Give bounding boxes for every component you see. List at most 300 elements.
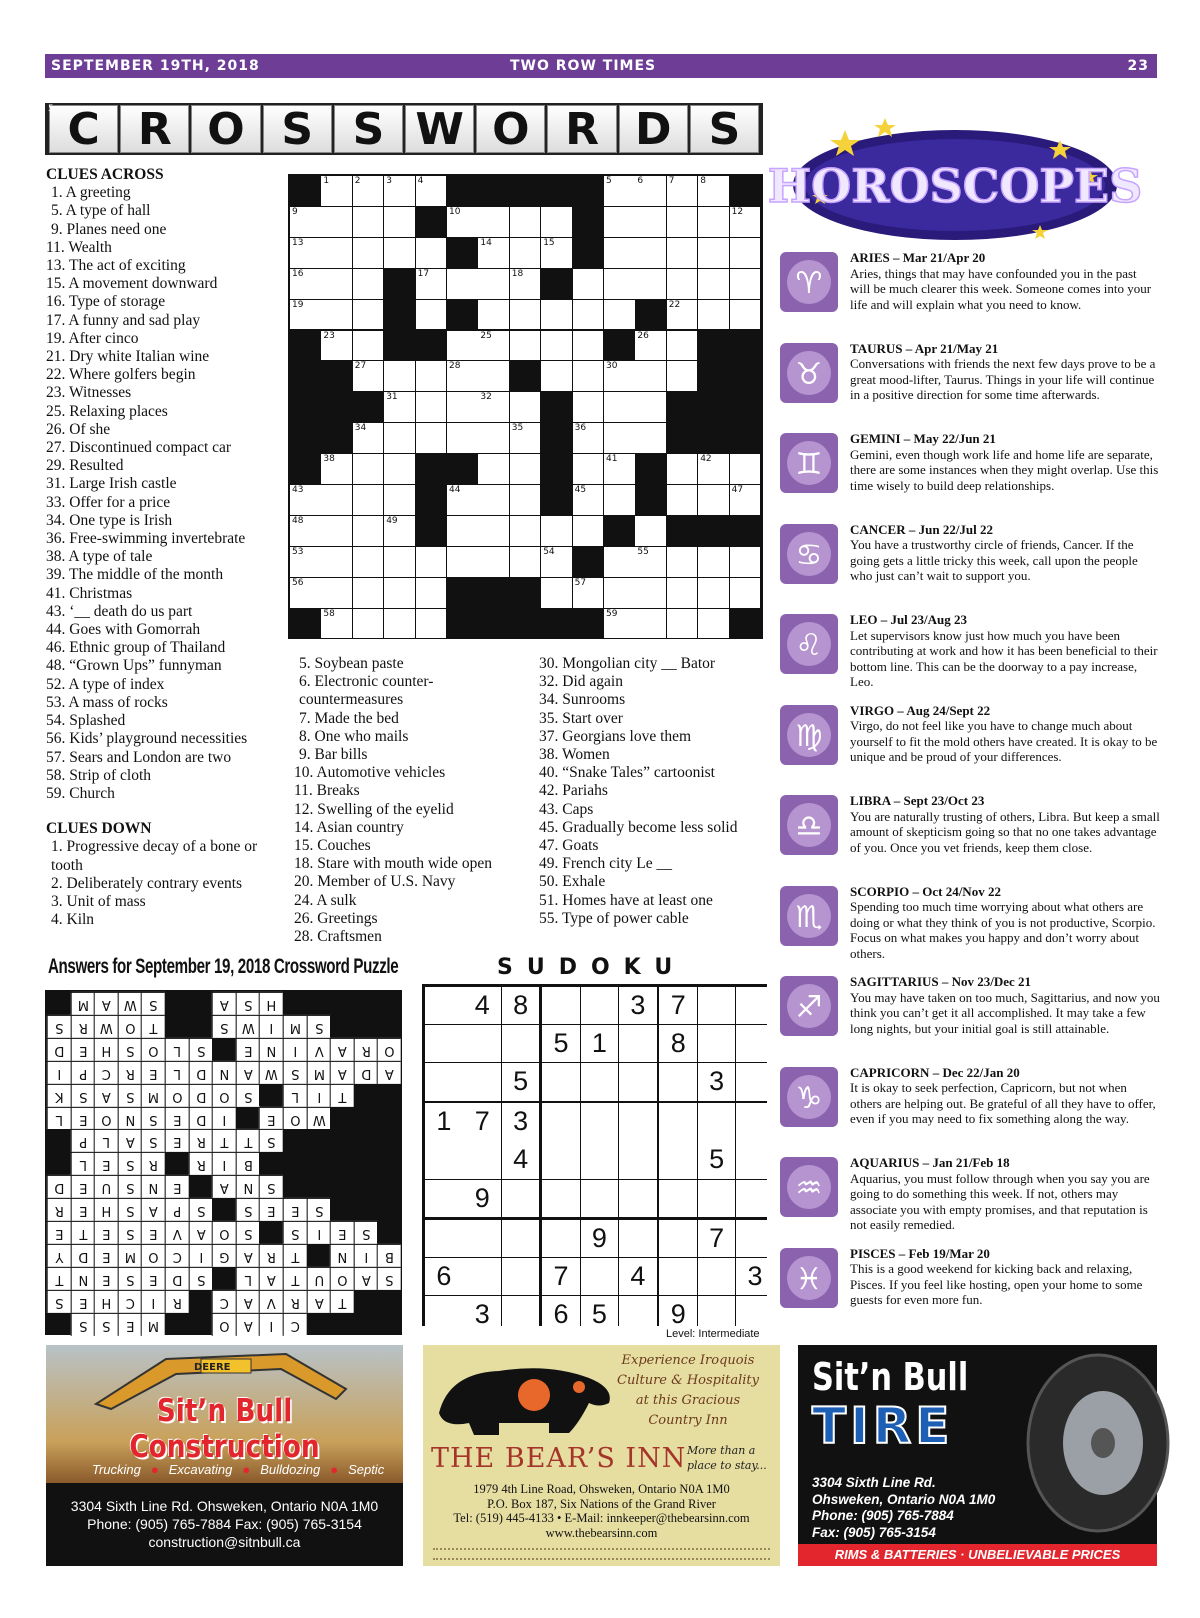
crossword-cell[interactable] (321, 300, 353, 331)
sudoku-cell[interactable] (736, 1063, 774, 1100)
crossword-cell[interactable] (604, 207, 636, 238)
crossword-cell[interactable] (635, 269, 667, 300)
crossword-cell[interactable] (416, 300, 448, 331)
crossword-cell[interactable] (416, 423, 448, 454)
crossword-title (45, 103, 763, 155)
sudoku-cell[interactable] (619, 1063, 657, 1100)
crossword-cell[interactable] (384, 516, 416, 547)
crossword-cell[interactable] (384, 578, 416, 609)
sudoku-cell[interactable]: 7 (463, 1103, 501, 1140)
crossword-cell[interactable] (416, 361, 448, 392)
crossword-cell[interactable] (510, 454, 542, 485)
crossword-cell[interactable] (541, 578, 573, 609)
sudoku-cell[interactable]: 9 (581, 1220, 619, 1257)
crossword-cell[interactable] (510, 238, 542, 269)
sudoku-cell[interactable] (619, 1141, 657, 1178)
crossword-cell[interactable] (635, 609, 667, 640)
answer-cell: R (189, 1129, 213, 1152)
sudoku-cell[interactable]: 7 (698, 1220, 736, 1257)
cell-number: 8 (700, 176, 706, 186)
sudoku-cell[interactable]: 1 (581, 1025, 619, 1062)
crossword-cell[interactable] (478, 269, 510, 300)
sign-name: GEMINI – May 22/Jun 21 (850, 431, 996, 446)
sudoku-cell[interactable] (502, 1025, 540, 1062)
sudoku-cell[interactable] (542, 1103, 580, 1140)
sudoku-cell[interactable]: 4 (502, 1141, 540, 1178)
crossword-cell[interactable] (730, 207, 762, 238)
sudoku-grid[interactable] (422, 984, 767, 1329)
crossword-cell[interactable] (667, 609, 699, 640)
sudoku-cell[interactable]: 4 (619, 1258, 657, 1295)
sudoku-cell[interactable] (502, 1296, 540, 1333)
crossword-cell[interactable] (510, 207, 542, 238)
crossword-cell[interactable] (573, 300, 605, 331)
crossword-cell[interactable] (478, 207, 510, 238)
crossword-cell[interactable] (290, 516, 322, 547)
sudoku-cell[interactable] (463, 1258, 501, 1295)
clue: 31. Large Irish castle (46, 475, 177, 493)
crossword-cell[interactable] (604, 238, 636, 269)
sudoku-cell[interactable] (542, 1063, 580, 1100)
crossword-cell[interactable] (290, 207, 322, 238)
crossword-cell[interactable] (667, 331, 699, 362)
crossword-cell[interactable] (353, 300, 385, 331)
crossword-cell[interactable] (510, 331, 542, 362)
crossword-cell[interactable] (698, 176, 730, 207)
crossword-cell[interactable] (290, 578, 322, 609)
crossword-cell[interactable] (478, 331, 510, 362)
crossword-cell[interactable] (353, 516, 385, 547)
answer-block (189, 1175, 213, 1198)
crossword-cell[interactable] (635, 423, 667, 454)
answer-block (47, 992, 71, 1015)
answer-cell: M (283, 1015, 307, 1038)
sudoku-cell[interactable] (502, 1258, 540, 1295)
crossword-cell[interactable] (635, 207, 667, 238)
crossword-cell[interactable] (321, 331, 353, 362)
crossword-cell[interactable] (447, 207, 479, 238)
sudoku-cell[interactable] (736, 1180, 774, 1217)
tire-word: TIRE (812, 1397, 954, 1455)
ad-sitnbull-tire[interactable] (798, 1345, 1157, 1566)
answer-cell: T (236, 1129, 260, 1152)
crossword-cell[interactable] (698, 238, 730, 269)
crossword-cell[interactable] (541, 361, 573, 392)
crossword-cell[interactable] (698, 269, 730, 300)
crossword-cell[interactable] (353, 485, 385, 516)
crossword-cell[interactable] (384, 454, 416, 485)
sudoku-cell[interactable] (698, 1180, 736, 1217)
crossword-cell[interactable] (478, 547, 510, 578)
crossword-cell[interactable] (478, 516, 510, 547)
crossword-cell[interactable] (667, 176, 699, 207)
svg-text:♊: ♊ (795, 447, 823, 482)
sudoku-cell[interactable] (698, 1025, 736, 1062)
crossword-cell[interactable] (635, 578, 667, 609)
clue: 1. A greeting (51, 184, 131, 202)
crossword-cell[interactable] (573, 516, 605, 547)
crossword-cell[interactable] (290, 485, 322, 516)
sudoku-cell[interactable] (581, 1103, 619, 1140)
sudoku-cell[interactable] (463, 1220, 501, 1257)
answer-cell: S (118, 1038, 142, 1061)
crossword-cell[interactable] (353, 361, 385, 392)
answer-cell: G (212, 1244, 236, 1267)
answer-block (212, 1267, 236, 1290)
crossword-cell[interactable] (667, 485, 699, 516)
crossword-cell[interactable] (321, 454, 353, 485)
sudoku-cell[interactable] (425, 1141, 463, 1178)
crossword-cell[interactable] (730, 547, 762, 578)
crossword-cell[interactable] (573, 423, 605, 454)
crossword-cell[interactable] (353, 176, 385, 207)
crossword-cell[interactable] (384, 361, 416, 392)
sudoku-cell[interactable] (698, 987, 736, 1024)
sudoku-cell[interactable] (659, 1141, 697, 1178)
sudoku-cell[interactable] (502, 1220, 540, 1257)
crossword-cell[interactable] (416, 547, 448, 578)
answer-block (377, 1107, 401, 1130)
arrow-icon (780, 976, 838, 1036)
crossword-cell[interactable] (604, 547, 636, 578)
crossword-cell[interactable] (541, 300, 573, 331)
crossword-cell[interactable] (447, 547, 479, 578)
answer-cell: M (71, 992, 95, 1015)
crossword-cell[interactable] (384, 238, 416, 269)
sudoku-cell[interactable] (619, 1296, 657, 1333)
crossword-cell[interactable] (604, 423, 636, 454)
ad-bears-inn[interactable] (423, 1345, 780, 1566)
crossword-cell[interactable] (353, 454, 385, 485)
sudoku-cell[interactable]: 4 (463, 987, 501, 1024)
sudoku-cell[interactable] (736, 1220, 774, 1257)
answer-cell: S (189, 1198, 213, 1221)
crossword-cell[interactable] (290, 300, 322, 331)
answer-block (165, 992, 189, 1015)
construction-email[interactable]: construction@sitnbull.ca (148, 1534, 301, 1550)
sudoku-cell[interactable] (619, 1180, 657, 1217)
answer-cell: S (307, 1198, 331, 1221)
sudoku-cell[interactable]: 7 (659, 987, 697, 1024)
crossword-cell[interactable] (384, 207, 416, 238)
sudoku-cell[interactable]: 5 (698, 1141, 736, 1178)
crossword-cell[interactable] (290, 269, 322, 300)
sudoku-cell[interactable] (425, 1220, 463, 1257)
crossword-block (290, 361, 322, 392)
clue: 13. The act of exciting (46, 257, 186, 275)
crossword-cell[interactable] (667, 547, 699, 578)
sudoku-cell[interactable]: 5 (502, 1063, 540, 1100)
sudoku-cell[interactable] (542, 987, 580, 1024)
sign-text: Aquarius, you must follow through when you say you are going to do something this week. If not, others may associate you with empty promises, and that reputation is not easily remedied. (850, 1170, 1150, 1233)
sudoku-cell[interactable]: 3 (698, 1063, 736, 1100)
sudoku-cell[interactable]: 5 (542, 1025, 580, 1062)
crossword-cell[interactable] (478, 454, 510, 485)
answer-cell: B (236, 1152, 260, 1175)
crossword-cell[interactable] (635, 361, 667, 392)
crossword-cell[interactable] (698, 547, 730, 578)
crossword-cell[interactable] (384, 392, 416, 423)
crossword-cell[interactable] (604, 269, 636, 300)
sudoku-cell[interactable] (581, 1063, 619, 1100)
sudoku-cell[interactable]: 1 (425, 1103, 463, 1140)
clue: 53. A mass of rocks (46, 693, 168, 711)
sudoku-cell[interactable]: 8 (659, 1025, 697, 1062)
sudoku-cell[interactable]: 8 (502, 987, 540, 1024)
sudoku-cell[interactable] (736, 1103, 774, 1140)
sudoku-cell[interactable] (619, 1025, 657, 1062)
cell-number: 27 (354, 361, 367, 372)
crossword-cell[interactable] (635, 176, 667, 207)
sudoku-cell[interactable]: 9 (463, 1180, 501, 1217)
sudoku-cell[interactable]: 7 (542, 1258, 580, 1295)
crossword-cell[interactable] (321, 269, 353, 300)
sudoku-cell[interactable]: 6 (425, 1258, 463, 1295)
sudoku-cell[interactable] (502, 1180, 540, 1217)
crossword-cell[interactable] (667, 300, 699, 331)
crossword-cell[interactable] (635, 238, 667, 269)
crossword-cell[interactable] (478, 238, 510, 269)
crossword-cell[interactable] (698, 300, 730, 331)
crossword-cell[interactable] (573, 269, 605, 300)
crossword-cell[interactable] (384, 609, 416, 640)
sudoku-cell[interactable] (463, 1025, 501, 1062)
crossword-cell[interactable] (447, 331, 479, 362)
crossword-cell[interactable] (730, 269, 762, 300)
answer-cell: W (94, 1015, 118, 1038)
crossword-cell[interactable] (321, 609, 353, 640)
crossword-cell[interactable] (353, 609, 385, 640)
crossword-cell[interactable] (416, 609, 448, 640)
crossword-cell[interactable] (730, 485, 762, 516)
answer-cell: E (259, 1198, 283, 1221)
crossword-cell[interactable] (290, 238, 322, 269)
crossword-cell[interactable] (321, 485, 353, 516)
sudoku-cell[interactable] (581, 987, 619, 1024)
crossword-cell[interactable] (478, 485, 510, 516)
crossword-cell[interactable] (384, 423, 416, 454)
crossword-cell[interactable] (290, 547, 322, 578)
crossword-cell[interactable] (698, 485, 730, 516)
sudoku-cell[interactable] (581, 1180, 619, 1217)
crossword-cell[interactable] (447, 392, 479, 423)
answer-cell: S (236, 1198, 260, 1221)
crossword-cell[interactable] (730, 578, 762, 609)
crossword-cell[interactable] (573, 485, 605, 516)
crossword-cell[interactable] (478, 361, 510, 392)
clue: 6. Electronic counter-countermeasures (299, 673, 434, 709)
clue: 11. Wealth (46, 238, 112, 256)
crossword-cell[interactable] (353, 547, 385, 578)
crossword-block (541, 609, 573, 640)
crossword-cell[interactable] (510, 269, 542, 300)
crossword-block (573, 176, 605, 207)
sudoku-cell[interactable] (425, 1025, 463, 1062)
crossword-cell[interactable] (635, 547, 667, 578)
crossword-cell[interactable] (384, 485, 416, 516)
sudoku-cell[interactable] (425, 1063, 463, 1100)
crossword-cell[interactable] (698, 454, 730, 485)
crossword-cell[interactable] (447, 269, 479, 300)
crossword-cell[interactable] (698, 609, 730, 640)
answer-cell: A (118, 1129, 142, 1152)
crossword-cell[interactable] (730, 300, 762, 331)
crossword-cell[interactable] (321, 516, 353, 547)
crossword-block (478, 176, 510, 207)
sudoku-cell[interactable] (619, 1103, 657, 1140)
sudoku-cell[interactable] (736, 1141, 774, 1178)
ad-sitnbull-construction[interactable] (46, 1345, 403, 1566)
sudoku-cell[interactable] (659, 1258, 697, 1295)
answer-cell: S (118, 1267, 142, 1290)
crossword-cell[interactable] (447, 516, 479, 547)
inn-website[interactable]: www.thebearsinn.com (545, 1525, 658, 1540)
crossword-cell[interactable] (416, 269, 448, 300)
crossword-cell[interactable] (353, 238, 385, 269)
sudoku-cell[interactable] (659, 1220, 697, 1257)
sudoku-cell[interactable] (425, 1180, 463, 1217)
sudoku-cell[interactable] (736, 987, 774, 1024)
answer-block (377, 992, 401, 1015)
crossword-cell[interactable] (321, 176, 353, 207)
crossword-cell[interactable] (541, 516, 573, 547)
answer-cell: E (165, 1107, 189, 1130)
crossword-cell[interactable] (321, 547, 353, 578)
crossword-cell[interactable] (353, 269, 385, 300)
cell-number: 26 (637, 330, 649, 341)
crossword-cell[interactable] (510, 516, 542, 547)
crossword-cell[interactable] (541, 207, 573, 238)
crossword-cell[interactable] (730, 454, 762, 485)
crossword-cell[interactable] (667, 238, 699, 269)
sudoku-cell[interactable] (619, 1220, 657, 1257)
sudoku-cell[interactable] (581, 1141, 619, 1178)
crossword-cell[interactable] (478, 300, 510, 331)
crossword-cell[interactable] (604, 361, 636, 392)
crossword-cell[interactable] (510, 392, 542, 423)
sudoku-cell[interactable]: 3 (619, 987, 657, 1024)
sudoku-cell[interactable] (698, 1258, 736, 1295)
crossword-cell[interactable] (604, 454, 636, 485)
crossword-cell[interactable] (573, 454, 605, 485)
crossword-cell[interactable] (478, 423, 510, 454)
crossword-cell[interactable] (573, 331, 605, 362)
crossword-cell[interactable] (510, 300, 542, 331)
sudoku-cell[interactable]: 9 (659, 1296, 697, 1333)
sudoku-cell[interactable]: 3 (463, 1296, 501, 1333)
crossword-cell[interactable] (416, 392, 448, 423)
crossword-cell[interactable] (384, 176, 416, 207)
crossword-cell[interactable] (416, 176, 448, 207)
sudoku-cell[interactable] (542, 1141, 580, 1178)
crossword-cell[interactable] (416, 578, 448, 609)
sudoku-cell[interactable] (659, 1180, 697, 1217)
crossword-cell[interactable] (321, 578, 353, 609)
crossword-cell[interactable] (416, 238, 448, 269)
crossword-cell[interactable] (510, 485, 542, 516)
answer-cell: E (118, 1313, 142, 1336)
crossword-cell[interactable] (353, 331, 385, 362)
clue: 5. A type of hall (51, 202, 151, 220)
crossword-cell[interactable] (353, 578, 385, 609)
sudoku-cell[interactable]: 6 (542, 1296, 580, 1333)
crossword-cell[interactable] (667, 269, 699, 300)
crossword-cell[interactable] (635, 516, 667, 547)
crossword-cell[interactable] (447, 423, 479, 454)
crossword-cell[interactable] (667, 207, 699, 238)
clue: 14. Asian country (294, 818, 404, 836)
clue: 46. Ethnic group of Thailand (46, 639, 226, 657)
crossword-cell[interactable] (667, 454, 699, 485)
crossword-cell[interactable] (730, 238, 762, 269)
sudoku-cell[interactable]: 3 (502, 1103, 540, 1140)
crossword-cell[interactable] (635, 392, 667, 423)
crossword-cell[interactable] (353, 423, 385, 454)
crossword-cell[interactable] (353, 207, 385, 238)
crossword-cell[interactable] (573, 361, 605, 392)
svg-text:♋: ♋ (795, 537, 823, 573)
answer-cell: S (236, 1221, 260, 1244)
crossword-cell[interactable] (510, 547, 542, 578)
crossword-cell[interactable] (698, 578, 730, 609)
sudoku-cell[interactable] (425, 1296, 463, 1333)
answer-cell: E (94, 1221, 118, 1244)
answer-block (307, 1244, 331, 1267)
sudoku-cell[interactable] (736, 1025, 774, 1062)
crossword-cell[interactable] (604, 609, 636, 640)
clue: 52. A type of index (46, 675, 165, 693)
crossword-number: 5 (48, 104, 54, 114)
crossword-cell[interactable] (635, 331, 667, 362)
crossword-cell[interactable] (447, 485, 479, 516)
crossword-cell[interactable] (604, 578, 636, 609)
title-letter-tile: O (476, 105, 545, 153)
answer-cell: O (165, 1084, 189, 1107)
crossword-grid[interactable] (288, 174, 763, 639)
crossword-cell[interactable] (604, 176, 636, 207)
sudoku-cell[interactable] (581, 1258, 619, 1295)
sudoku-cell[interactable] (659, 1103, 697, 1140)
crossword-cell[interactable] (604, 392, 636, 423)
crossword-cell[interactable] (573, 392, 605, 423)
crossword-cell[interactable] (478, 392, 510, 423)
sudoku-cell[interactable]: 3 (736, 1258, 774, 1295)
crossword-cell[interactable] (667, 361, 699, 392)
sudoku-cell[interactable]: 5 (581, 1296, 619, 1333)
answer-cell: A (259, 1267, 283, 1290)
sudoku-cell[interactable] (698, 1103, 736, 1140)
crossword-cell[interactable] (698, 207, 730, 238)
sudoku-cell[interactable] (425, 987, 463, 1024)
crossword-cell[interactable] (667, 578, 699, 609)
crossword-cell[interactable] (604, 485, 636, 516)
crossword-cell[interactable] (604, 300, 636, 331)
crossword-cell[interactable] (321, 207, 353, 238)
sudoku-cell[interactable] (463, 1063, 501, 1100)
crossword-cell[interactable] (321, 238, 353, 269)
crossword-cell[interactable] (541, 331, 573, 362)
sudoku-cell[interactable] (659, 1063, 697, 1100)
crossword-cell[interactable] (510, 423, 542, 454)
crossword-cell[interactable] (541, 238, 573, 269)
crossword-cell[interactable] (447, 361, 479, 392)
crossword-cell[interactable] (541, 547, 573, 578)
sudoku-cell[interactable] (542, 1180, 580, 1217)
sudoku-cell[interactable] (542, 1220, 580, 1257)
crossword-cell[interactable] (573, 578, 605, 609)
crossword-cell[interactable] (384, 547, 416, 578)
sudoku-cell[interactable] (463, 1141, 501, 1178)
